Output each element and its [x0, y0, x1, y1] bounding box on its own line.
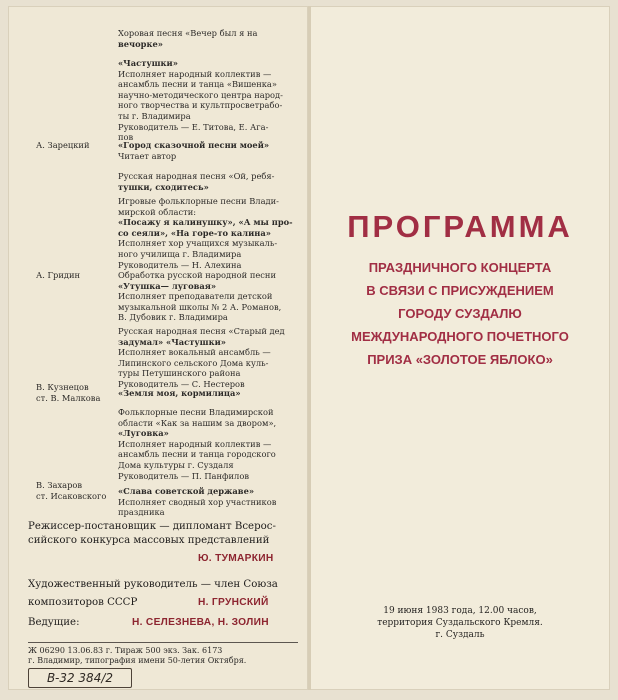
credit-music-line1: Художественный руководитель — член Союза: [28, 579, 278, 590]
credit-director-line2: сийского конкурса массовых представлений: [28, 535, 270, 546]
archive-stamp: B-32 384/2: [28, 668, 132, 688]
program-line: Исполняет сводный хор участников: [118, 496, 277, 507]
program-line: Исполняет преподаватели детской: [118, 291, 273, 302]
program-line: Руководитель — Н. Алехина: [118, 259, 242, 270]
event-details: [310, 605, 610, 641]
imprint-divider: [28, 642, 298, 643]
program-line: ансамбль песни и танца городского: [118, 449, 276, 460]
main-title: ПРОГРАММА: [347, 209, 573, 244]
program-line: Русская народная песня «Ой, ребя-: [118, 171, 275, 181]
program-line: области «Как за нашим за двором»,: [118, 417, 277, 428]
program-line: В. Дубовик г. Владимира: [118, 312, 228, 323]
program-line: научно-методического центра народ-: [118, 89, 283, 100]
program-line: Исполняет народный коллектив —: [118, 438, 272, 449]
program-line: вечорке»: [118, 38, 163, 49]
program-line: Хоровая песня «Вечер был я на: [118, 28, 258, 38]
program-line: Исполняет вокальный ансамбль —: [118, 347, 271, 358]
credit-hosts-name: Н. СЕЛЕЗНЕВА, Н. ЗОЛИН: [132, 617, 269, 628]
program-line: пов: [118, 132, 134, 143]
program-line: «Луговка»: [118, 428, 169, 439]
event-location: территория Суздальского Кремля.: [377, 618, 543, 628]
subtitle-1: ПРАЗДНИЧНОГО КОНЦЕРТА: [368, 260, 552, 275]
subtitle-4: МЕЖДУНАРОДНОГО ПОЧЕТНОГО: [351, 329, 569, 344]
author-line: А. Гридин: [36, 270, 81, 280]
program-line: задумал» «Частушки»: [118, 336, 226, 347]
credit-music-name: Н. ГРУНСКИЙ: [198, 597, 269, 608]
credit-director-line1: Режиссер-постановщик — дипломант Всерос-: [28, 521, 276, 532]
subtitle-3: ГОРОДУ СУЗДАЛЮ: [398, 306, 522, 321]
credit-music-line2: композиторов СССР: [28, 597, 138, 608]
imprint-line-2: г. Владимир, типография имени 50-летия Октября.: [28, 656, 247, 665]
program-line: «Частушки»: [118, 58, 178, 68]
program-line: Исполняет народный коллектив —: [118, 68, 272, 79]
program-line: Руководитель — П. Панфилов: [118, 470, 249, 481]
program-line: Липинского сельского Дома куль-: [118, 357, 269, 368]
subtitle-5: ПРИЗА «ЗОЛОТОЕ ЯБЛОКО»: [367, 352, 553, 367]
credit-hosts-label: Ведущие:: [28, 617, 80, 628]
program-line: «Утушка— луговая»: [118, 280, 217, 291]
program-line: «Город сказочной песни моей»: [118, 140, 270, 150]
program-line: Русская народная песня «Старый дед: [118, 326, 285, 336]
program-line: ного творчества и культпросветрабо-: [118, 100, 283, 111]
subtitle-2: В СВЯЗИ С ПРИСУЖДЕНИЕМ: [366, 283, 554, 298]
program-line: Руководитель — Е. Титова, Е. Ага-: [118, 121, 269, 132]
program-line: Исполняет хор учащихся музыкаль-: [118, 238, 278, 249]
author-line: В. Кузнецов: [36, 382, 89, 392]
imprint-line-1: Ж 06290 13.06.83 г. Тираж 500 экз. Зак. 6173: [28, 646, 223, 655]
program-line: Читает автор: [118, 150, 177, 161]
author-line: В. Захаров: [36, 480, 83, 490]
program-line: музыкальной школы № 2 А. Романов,: [118, 301, 282, 312]
program-line: ного училища г. Владимира: [118, 249, 242, 259]
program-line: Игровые фольклорные песни Влади-: [118, 196, 279, 206]
program-line: сo сеяли», «На горе-то калина»: [118, 227, 271, 238]
program-line: мирской области:: [118, 206, 197, 217]
program-line: «Посажу я калинушку», «А мы про-: [118, 217, 293, 228]
program-line: туры Петушинского района: [118, 368, 241, 379]
program-line: праздника: [118, 507, 165, 518]
program-line: Обработка русской народной песни: [118, 270, 276, 280]
program-line: Фольклорные песни Владимирской: [118, 407, 274, 417]
program-line: Дома культуры г. Суздаля: [118, 460, 234, 470]
author-line: ст. Исаковского: [36, 490, 107, 501]
program-line: «Земля моя, кормилица»: [118, 388, 241, 398]
author-line: ст. В. Малкова: [36, 392, 101, 403]
program-line: «Слава советской державе»: [118, 486, 255, 496]
program-line: тушки, сходитесь»: [118, 181, 209, 192]
author-line: А. Зарецкий: [36, 140, 90, 150]
program-line: ты г. Владимира: [118, 111, 191, 121]
event-date-time: 19 июня 1983 года, 12.00 часов,: [383, 606, 537, 616]
program-line: ансамбль песни и танца «Вишенка»: [118, 79, 277, 90]
event-city: г. Суздаль: [435, 630, 485, 640]
credit-director-name: Ю. ТУМАРКИН: [198, 553, 274, 564]
program-line: Руководитель — С. Нестеров: [118, 379, 245, 389]
